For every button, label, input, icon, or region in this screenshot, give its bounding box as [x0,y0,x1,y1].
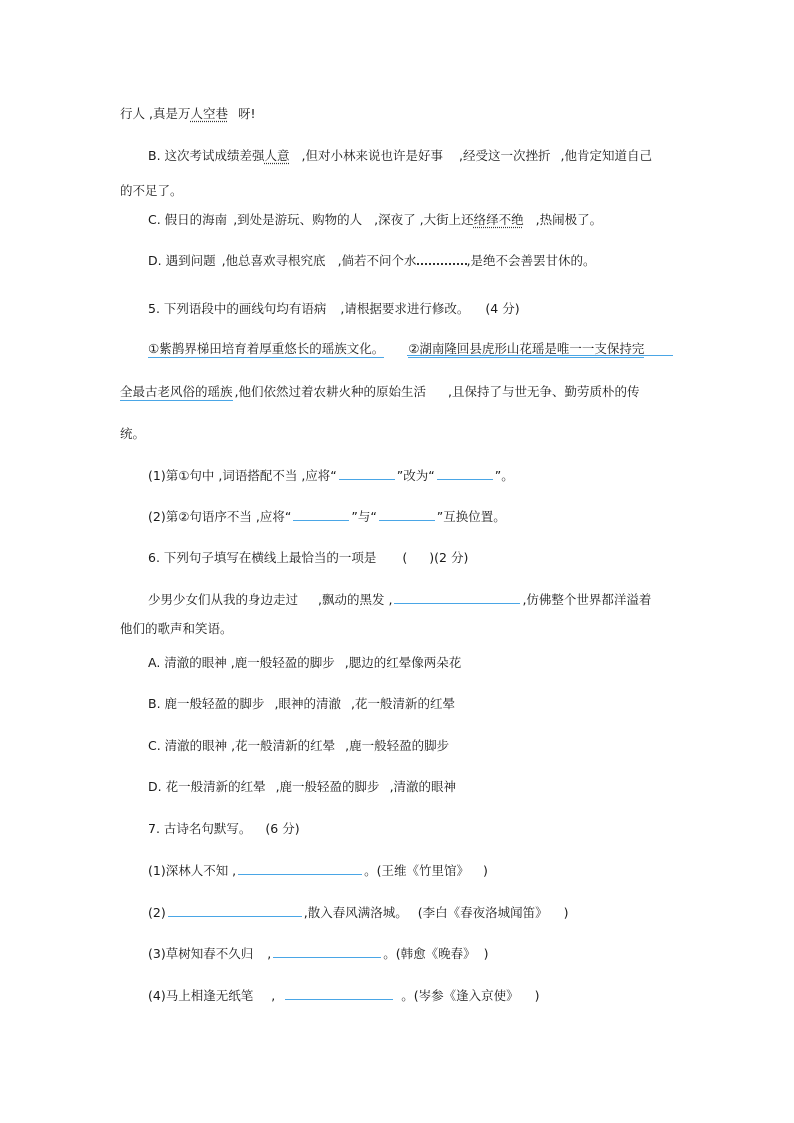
option-b-line1: B. 这次考试成绩差强人意 ,但对小林来说也许是好事 ,经受这一次挫折 ,他肯定知道自己 [148,148,652,163]
answer-blank[interactable] [379,510,435,521]
answer-blank[interactable] [273,947,381,958]
underlined-sentence-2-cont: 全最古老风俗的瑶族 [120,384,233,399]
passage-line2: 全最古老风俗的瑶族 ,他们依然过着农耕火种的原始生活 ,且保持了与世无争、勤劳质朴的传 [120,384,640,399]
underline-extension [407,355,673,356]
answer-blank[interactable] [339,469,395,480]
poem-line-2: (2) ,散入春风满洛城。 (李白《春夜洛城闻笛》 ) [148,905,569,920]
question-7-title: 7. 古诗名句默写。 (6 分) [148,821,300,836]
poem-line-4: (4)马上相逢无纸笔 , 。(岑参《逢入京使》 ) [148,988,540,1003]
option-d-2: D. 花一般清新的红晕 ,鹿一般轻盈的脚步 ,清澈的眼神 [148,779,457,794]
sub-question-1: (1)第①句中 ,词语搭配不当 ,应将“ ”改为“ ”。 [148,468,514,483]
underlined-sentence-1: ①紫鹊界梯田培育着厚重悠长的瑶族文化。 [148,341,385,356]
option-a: A. 清澈的眼神 ,鹿一般轻盈的脚步 ,腮边的红晕像两朵花 [148,655,462,670]
answer-blank[interactable] [394,593,520,604]
answer-blank[interactable] [168,906,302,917]
option-c: C. 假日的海南 ,到处是游玩、购物的人 ,深夜了 ,大街上还络绎不绝 ,热闹极了。 [148,212,603,227]
poem-line-3: (3)草树知春不久归 , 。(韩愈《晚春》 ) [148,946,489,961]
question-6-sentence-line1: 少男少女们从我的身边走过 ,飘动的黑发 , ,仿佛整个世界都洋溢着 [148,592,652,607]
question-6-sentence-line2: 他们的歌声和笑语。 [120,621,233,636]
answer-blank[interactable] [437,469,493,480]
dotted-term: 络绎不绝 [473,212,524,227]
question-6-title: 6. 下列句子填写在横线上最恰当的一项是 ( )(2 分) [148,550,469,565]
option-c-2: C. 清澈的眼神 ,花一般清新的红晕 ,鹿一般轻盈的脚步 [148,738,450,753]
poem-line-1: (1)深林人不知 , 。(王维《竹里馆》 ) [148,863,488,878]
passage-line3: 统。 [120,426,146,441]
dotted-term: 人意 [264,148,290,163]
answer-blank[interactable] [293,510,349,521]
dotted-term: 人空巷 [190,106,228,121]
answer-blank[interactable] [238,864,362,875]
question-5-title: 5. 下列语段中的画线句均有语病 ,请根据要求进行修改。 (4 分) [148,301,520,316]
sub-question-2: (2)第②句语序不当 ,应将“ ”与“ ”互换位置。 [148,509,506,524]
option-b-line2: 的不足了。 [120,183,183,198]
answer-blank[interactable] [285,989,393,1000]
option-d: D. 遇到问题 ,他总喜欢寻根究底 ,倘若不问个水 ,是绝不会善罢甘休的。 [148,253,596,268]
underlined-sentence-2: ②湖南隆回县虎形山花瑶是唯一一支保持完 [408,341,645,356]
option-a-continuation: 行人 ,真是万人空巷 呀! [120,106,256,121]
option-b: B. 鹿一般轻盈的脚步 ,眼神的清澈 ,花一般清新的红晕 [148,696,455,711]
